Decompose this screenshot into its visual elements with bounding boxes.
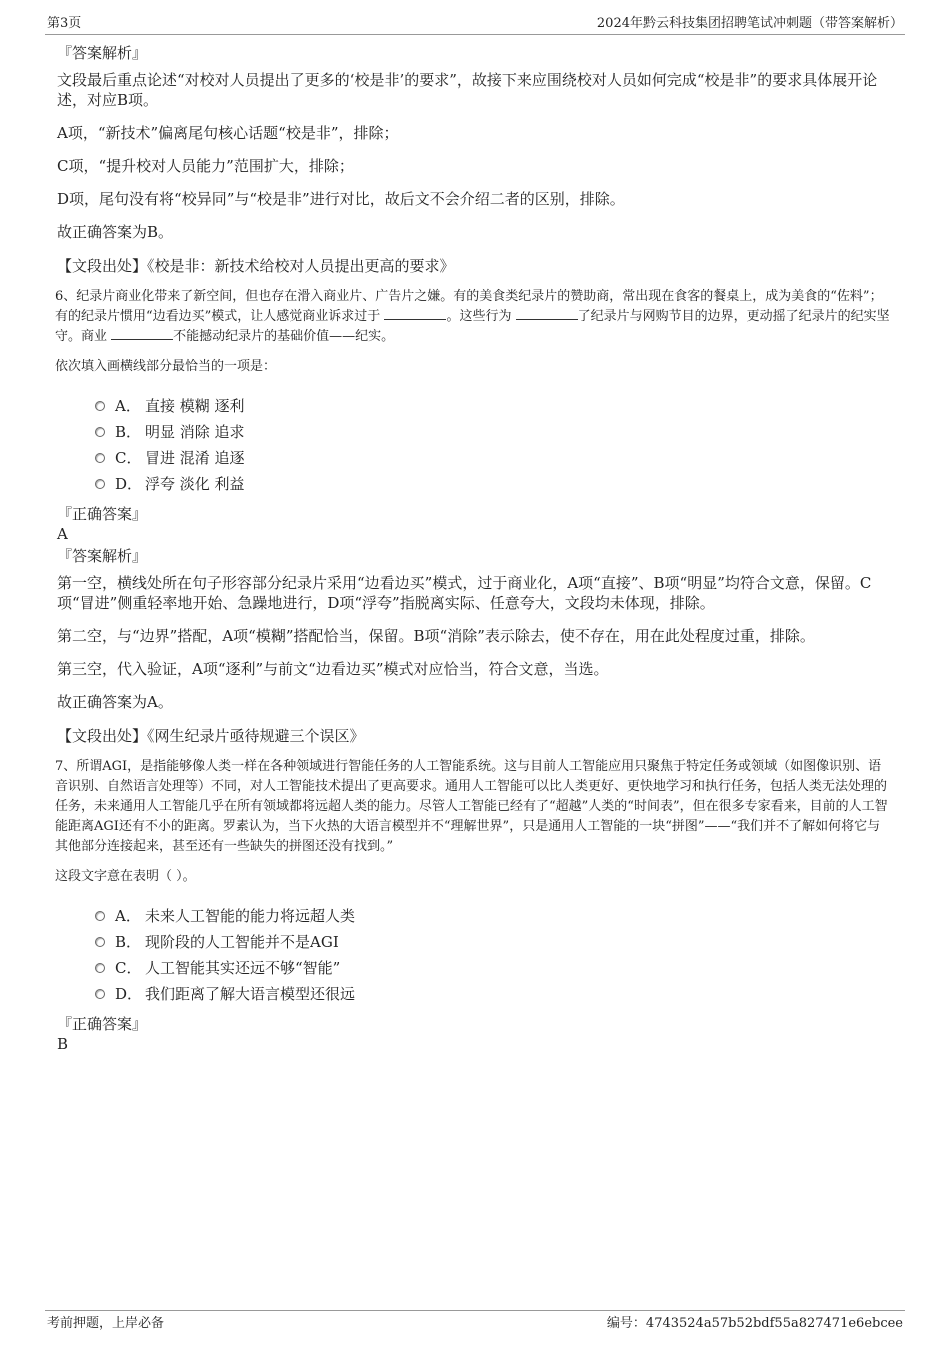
- radio-icon[interactable]: [95, 911, 105, 921]
- q6-blank-2: [516, 307, 578, 320]
- q7-answer-label: 『正确答案』: [57, 1015, 148, 1033]
- q6-source: 【文段出处】《网生纪录片亟待规避三个误区》: [57, 727, 365, 745]
- q6-analysis-para-1: 第一空，横线处所在句子形容部分纪录片采用“边看边买”模式，过于商业化，A项“直接”、B项“明显”均符合文意，保留。C项“冒进”侧重轻率地开始、急躁地进行，D项“浮夸”指脱离实际、任意夸大，文段均未体现，排除。: [57, 574, 872, 612]
- radio-icon[interactable]: [95, 937, 105, 947]
- q5-analysis-para-4: D项，尾句没有将“校异同”与“校是非”进行对比，故后文不会介绍二者的区别，排除。: [57, 190, 625, 208]
- q6-answer-label: 『正确答案』: [57, 505, 148, 523]
- q5-analysis-para-3: C项，“提升校对人员能力”范围扩大，排除；: [57, 157, 354, 175]
- page-header: [45, 14, 905, 35]
- radio-icon[interactable]: [95, 989, 105, 999]
- q6-blank-1: [384, 307, 446, 320]
- footer-slogan: 考前押题，上岸必备: [47, 1316, 165, 1331]
- document-id: 编号：4743524a57b52bdf55a827471e6ebcee: [606, 1316, 903, 1331]
- document-title: 2024年黔云科技集团招聘笔试冲刺题（带答案解析）: [596, 16, 903, 31]
- q6-option-a[interactable]: A． 直接 模糊 逐利: [95, 393, 890, 419]
- q6-option-c[interactable]: C． 冒进 混淆 追逐: [95, 445, 890, 471]
- q6-answer: A: [57, 525, 68, 543]
- q7-option-a[interactable]: A． 未来人工智能的能力将远超人类: [95, 903, 890, 929]
- q6-analysis-para-3: 第三空，代入验证，A项“逐利”与前文“边看边买”模式对应恰当，符合文意，当选。: [57, 660, 609, 678]
- q5-analysis-para-5: 故正确答案为B。: [57, 223, 174, 241]
- q6-option-b[interactable]: B． 明显 消除 追求: [95, 419, 890, 445]
- q6-analysis-para-2: 第二空，与“边界”搭配，A项“模糊”搭配恰当，保留。B项“消除”表示除去，使不存在，用在此处程度过重，排除。: [57, 627, 815, 645]
- radio-icon[interactable]: [95, 453, 105, 463]
- radio-icon[interactable]: [95, 427, 105, 437]
- q7-answer: B: [57, 1035, 69, 1053]
- q6-option-d[interactable]: D． 浮夸 淡化 利益: [95, 471, 890, 497]
- q7-option-b[interactable]: B． 现阶段的人工智能并不是AGI: [95, 929, 890, 955]
- q7-option-d[interactable]: D． 我们距离了解大语言模型还很远: [95, 981, 890, 1007]
- q6-options: [95, 393, 890, 497]
- radio-icon[interactable]: [95, 963, 105, 973]
- q6-blank-3: [111, 327, 173, 340]
- q5-source: 【文段出处】《校是非：新技术给校对人员提出更高的要求》: [57, 257, 455, 275]
- q5-analysis-para-1: 文段最后重点论述“对校对人员提出了更多的‘校是非’的要求”，故接下来应围绕校对人员如何完成“校是非”的要求具体展开论述，对应B项。: [57, 71, 878, 109]
- page-footer: [45, 1310, 905, 1335]
- radio-icon[interactable]: [95, 479, 105, 489]
- q7-options: [95, 903, 890, 1007]
- q5-analysis-label: 『答案解析』: [57, 44, 148, 62]
- q7-stem: 7、所谓AGI，是指能够像人类一样在各种领域进行智能任务的人工智能系统。这与目前人工智能应用只聚焦于特定任务或领域（如图像识别、语音识别、自然语言处理等）不同，对人工智能技术提出了更高要求。通用人工智能可以比人类更好、更快地学习和执行任务，包括人类无法处理的任务，未来通用人工智能几乎在所有领域都将远超人类的能力。尽管人工智能已经有了“超越”人类的“时间表”，但在很多专家看来，目前的人工智能距离AGI还有不小的距离。罗素认为，当下火热的大语言模型并不“理解世界”，只是通用人工智能的一块“拼图”——“我们并不了解如何将它与其他部分连接起来，甚至还有一些缺失的拼图还没有找到。”: [55, 759, 888, 854]
- q6-stem: 6、纪录片商业化带来了新空间，但也存在滑入商业片、广告片之嫌。有的美食类纪录片的赞助商，常出现在食客的餐桌上，成为美食的“佐料”；有的纪录片惯用“边看边买”模式，让人感觉商业诉求过于 。这些行为 了纪录片与网购节目的边界，更动摇了纪录片的纪实坚守。商业 不能撼动纪录片的基础价值——纪实。: [55, 289, 890, 344]
- q6-ask: 依次填入画横线部分最恰当的一项是：: [55, 359, 277, 374]
- page-number: 第3页: [47, 16, 82, 31]
- q5-analysis-para-2: A项，“新技术”偏离尾句核心话题“校是非”，排除；: [57, 124, 399, 142]
- q7-ask: 这段文字意在表明（ ）。: [55, 869, 196, 884]
- radio-icon[interactable]: [95, 401, 105, 411]
- q6-analysis-label: 『答案解析』: [57, 547, 148, 565]
- page-content: [55, 42, 890, 1055]
- q6-analysis-para-4: 故正确答案为A。: [57, 693, 173, 711]
- q7-option-c[interactable]: C． 人工智能其实还远不够“智能”: [95, 955, 890, 981]
